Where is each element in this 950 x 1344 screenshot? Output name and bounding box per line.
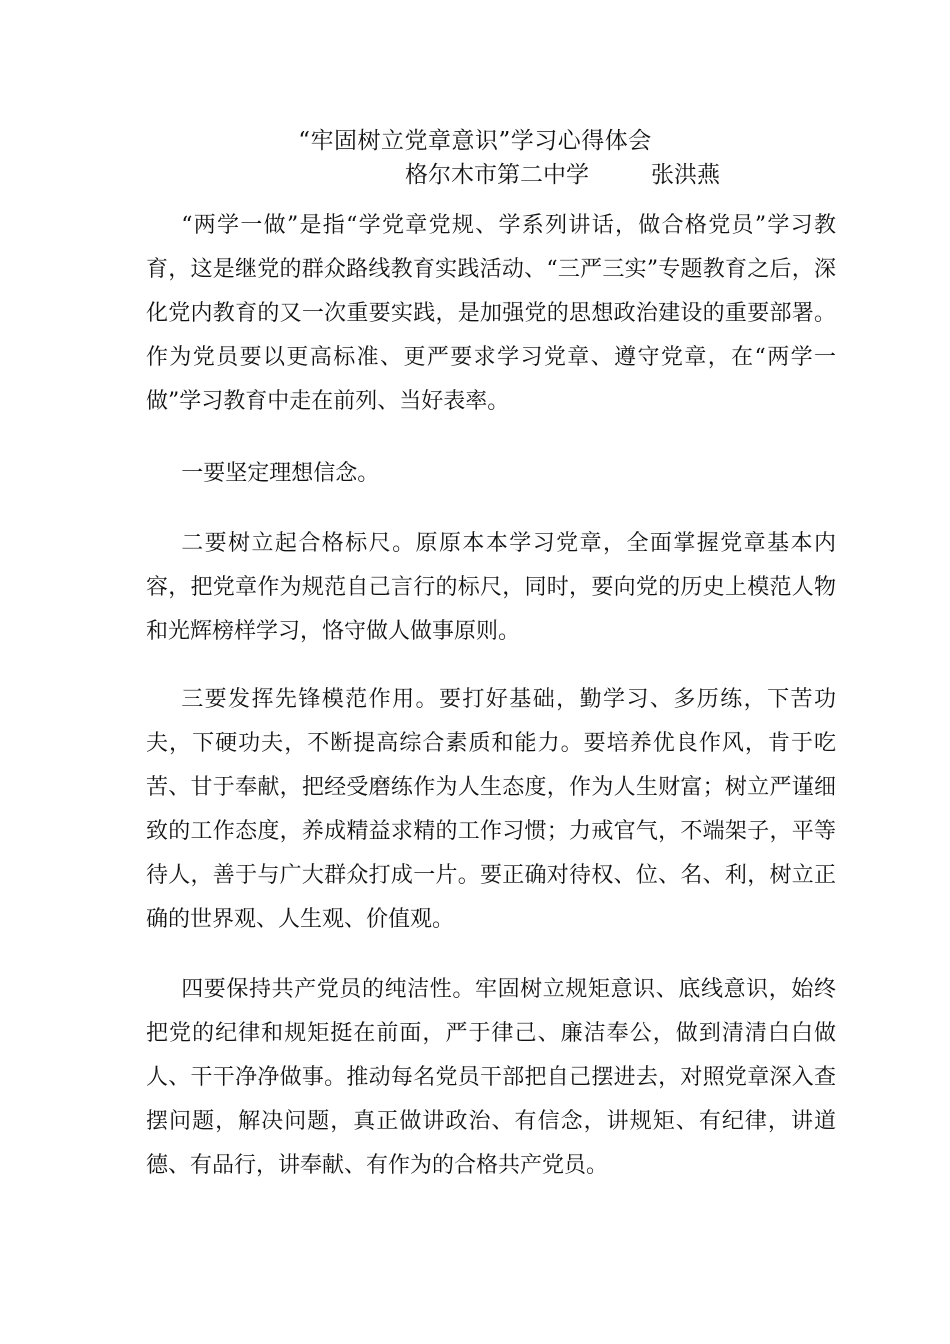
document-title: “牢固树立党章意识”学习心得体会 [298,128,652,154]
author-name: 张洪燕 [651,162,720,188]
paragraph-point-3: 三要发挥先锋模范作用。要打好基础，勤学习、多历练，下苦功夫，下硬功夫，不断提高综合素质和能力。要培养优良作风，肯于吃苦、甘于奉献，把经受磨练作为人生态度，作为人生财富；树立严谨细致的工作态度，养成精益求精的工作习惯；力戒官气，不端架子，平等待人，善于与广大群众打成一片。要正确对待权、位、名、利，树立正确的世界观、人生观、价值观。 [146,687,836,932]
paragraph-point-4: 四要保持共产党员的纯洁性。牢固树立规矩意识、底线意识，始终把党的纪律和规矩挺在前面，严于律己、廉洁奉公，做到清清白白做人、干干净净做事。推动每名党员干部把自己摆进去，对照党章深入查摆问题，解决问题，真正做讲政治、有信念，讲规矩、有纪律，讲道德、有品行，讲奉献、有作为的合格共产党员。 [146,977,836,1178]
paragraph-point-2: 二要树立起合格标尺。原原本本学习党章，全面掌握党章基本内容，把党章作为规范自己言行的标尺，同时，要向党的历史上模范人物和光辉榜样学习，恪守做人做事原则。 [146,531,836,644]
byline [405,160,720,190]
school-name: 格尔木市第二中学 [405,162,589,188]
paragraph-intro: “两学一做”是指“学党章党规、学系列讲话，做合格党员”学习教育，这是继党的群众路线教育实践活动、“三严三实”专题教育之后，深化党内教育的又一次重要实践，是加强党的思想政治建设的重要部署。 作为党员要以更高标准、更严要求学习党章、遵守党章，在“两学一做”学习教育中走在前列、当好表率。 [146,213,836,414]
paragraph-point-1: 一要坚定理想信念。 [181,461,380,486]
